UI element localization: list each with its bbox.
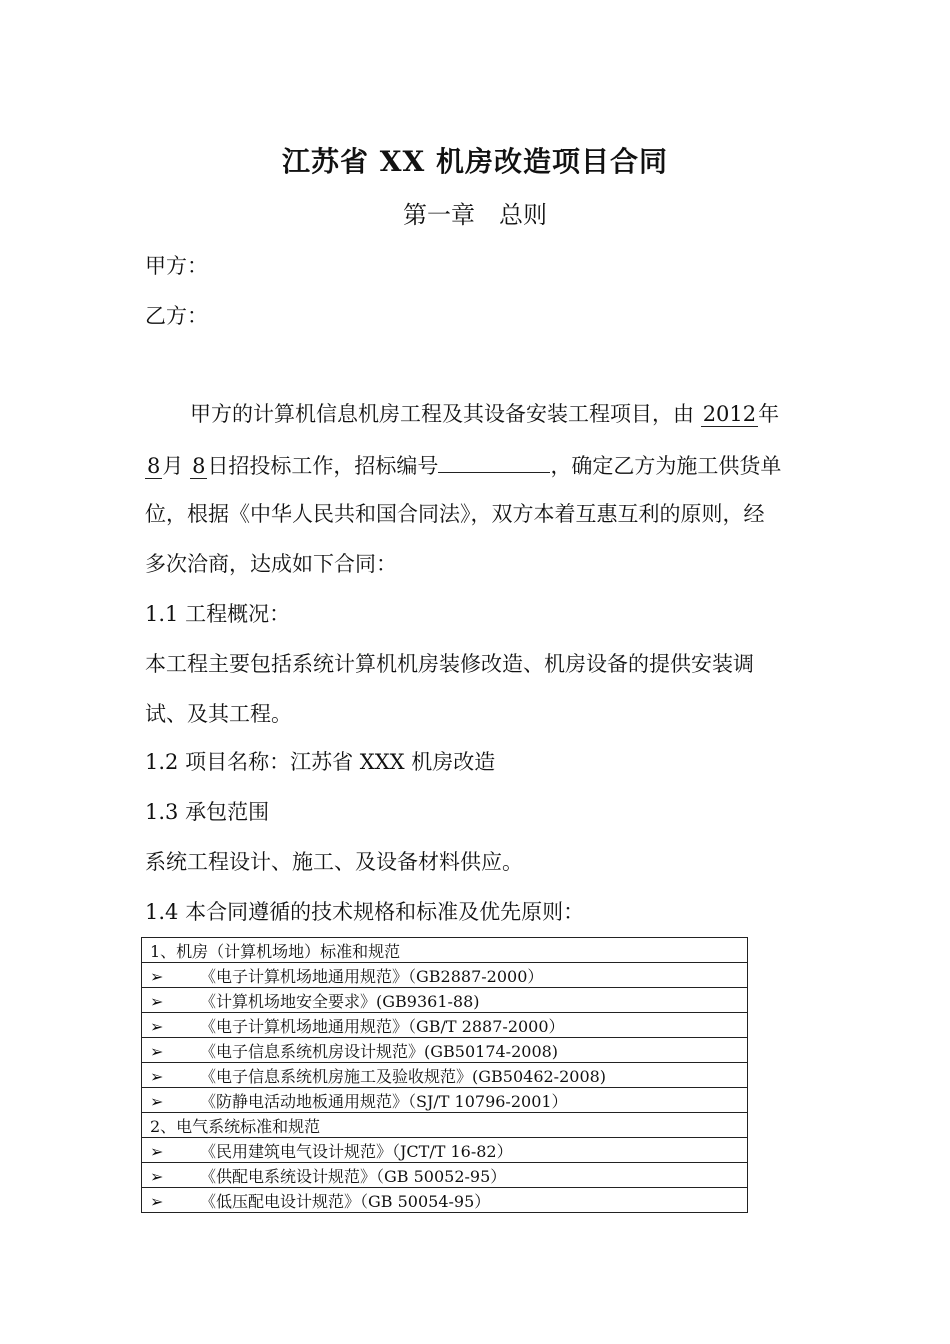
table-row xyxy=(142,1088,748,1113)
intro-line-4: 多次洽商，达成如下合同： xyxy=(145,552,397,576)
standard-item-text: 《防静电活动地板通用规范》（SJ/T 10796-2001） xyxy=(200,1091,568,1111)
table-row xyxy=(142,1163,748,1188)
standards-table xyxy=(141,937,748,1213)
arrow-bullet-icon: ➢ xyxy=(150,1066,164,1086)
table-group-row xyxy=(142,1113,748,1138)
intro-line-3: 位，根据《中华人民共和国合同法》，双方本着互惠互利的原则，经 xyxy=(145,502,765,526)
standard-item xyxy=(142,1038,748,1063)
intro-text: 日招投标工作，招标编号 xyxy=(207,454,439,478)
arrow-bullet-icon: ➢ xyxy=(150,991,164,1011)
arrow-bullet-icon: ➢ xyxy=(150,1141,164,1161)
table-group-title: 2、电气系统标准和规范 xyxy=(142,1113,748,1138)
arrow-bullet-icon: ➢ xyxy=(150,1166,164,1186)
section-1-3-heading: 1.3 承包范围 xyxy=(145,800,270,824)
intro-line-2 xyxy=(145,450,781,480)
table-row xyxy=(142,1013,748,1038)
section-1-1-body-cont: 试、及其工程。 xyxy=(145,702,292,726)
section-1-1-body: 本工程主要包括系统计算机机房装修改造、机房设备的提供安装调 xyxy=(145,652,754,676)
standard-item-text: 《电子计算机场地通用规范》（GB/T 2887-2000） xyxy=(200,1016,565,1036)
arrow-bullet-icon: ➢ xyxy=(150,1041,164,1061)
table-row xyxy=(142,963,748,988)
party-a-label: 甲方： xyxy=(145,254,208,278)
intro-text: 甲方的计算机信息机房工程及其设备安装工程项目，由 xyxy=(190,402,694,426)
arrow-bullet-icon: ➢ xyxy=(150,966,164,986)
standard-item xyxy=(142,1013,748,1038)
intro-line-1 xyxy=(190,398,779,428)
intro-month-label: 月 xyxy=(162,454,184,478)
standard-item xyxy=(142,988,748,1013)
party-b-label: 乙方： xyxy=(145,304,208,328)
standard-item-text: 《供配电系统设计规范》（GB 50052-95） xyxy=(200,1166,507,1186)
table-row xyxy=(142,1188,748,1213)
standard-item xyxy=(142,1188,748,1213)
intro-year-label: 年 xyxy=(758,402,780,426)
standard-item-text: 《电子信息系统机房设计规范》(GB50174-2008) xyxy=(200,1041,559,1061)
standard-item-text: 《低压配电设计规范》（GB 50054-95） xyxy=(200,1191,491,1211)
intro-text: ，确定乙方为施工供货单 xyxy=(550,454,782,478)
standard-item-text: 《电子信息系统机房施工及验收规范》(GB50462-2008) xyxy=(200,1066,607,1086)
standard-item xyxy=(142,1163,748,1188)
arrow-bullet-icon: ➢ xyxy=(150,1016,164,1036)
section-1-3-body: 系统工程设计、施工、及设备材料供应。 xyxy=(145,850,523,874)
intro-year: 2012 xyxy=(702,402,757,426)
table-row xyxy=(142,1138,748,1163)
standard-item xyxy=(142,1088,748,1113)
section-1-2: 1.2 项目名称：江苏省 XXX 机房改造 xyxy=(145,750,496,774)
standard-item xyxy=(142,1138,748,1163)
table-row xyxy=(142,988,748,1013)
standard-item xyxy=(142,963,748,988)
section-1-4-heading: 1.4 本合同遵循的技术规格和标准及优先原则： xyxy=(145,900,585,924)
arrow-bullet-icon: ➢ xyxy=(150,1091,164,1111)
chapter-heading: 第一章 总则 xyxy=(403,201,547,229)
table-group-title: 1、机房（计算机场地）标准和规范 xyxy=(142,938,748,963)
section-1-1-heading: 1.1 工程概况： xyxy=(145,602,291,626)
table-row xyxy=(142,1038,748,1063)
standard-item-text: 《计算机场地安全要求》(GB9361-88) xyxy=(200,991,480,1011)
document-title: 江苏省 XX 机房改造项目合同 xyxy=(282,145,668,178)
table-row xyxy=(142,1063,748,1088)
standard-item-text: 《民用建筑电气设计规范》（JCT/T 16-82） xyxy=(200,1141,513,1161)
standard-item-text: 《电子计算机场地通用规范》（GB2887-2000） xyxy=(200,966,544,986)
table-group-row xyxy=(142,938,748,963)
bid-number-blank xyxy=(438,452,550,473)
arrow-bullet-icon: ➢ xyxy=(150,1191,164,1211)
intro-month: 8 xyxy=(147,454,161,478)
intro-day: 8 xyxy=(192,454,206,478)
standard-item xyxy=(142,1063,748,1088)
